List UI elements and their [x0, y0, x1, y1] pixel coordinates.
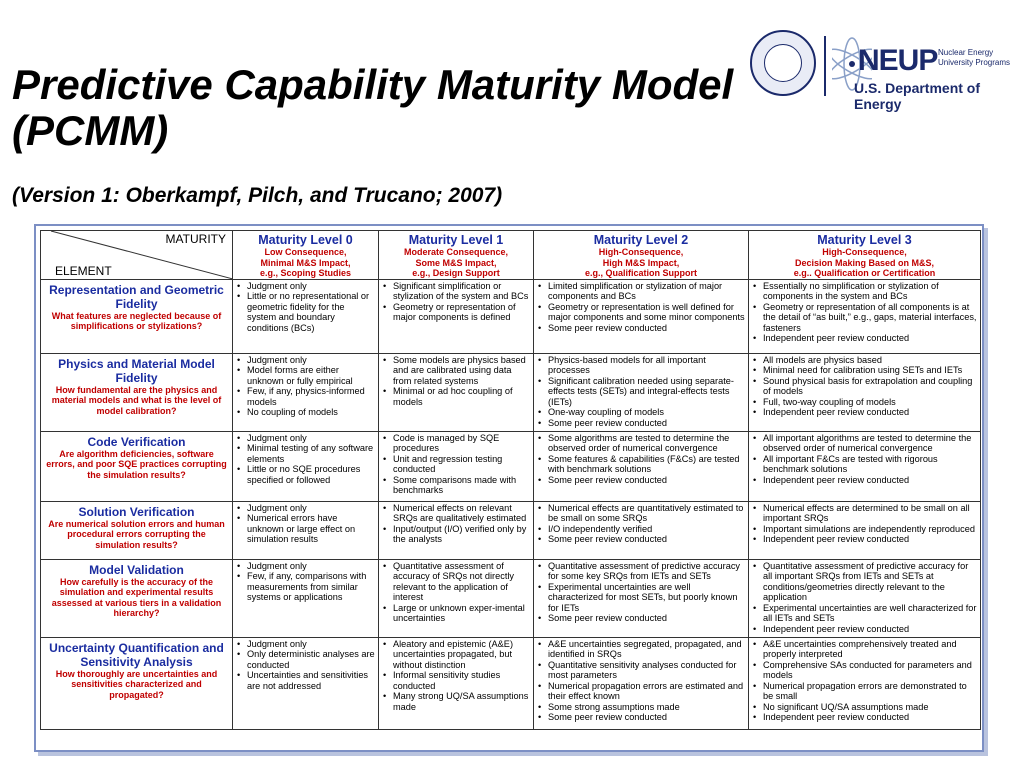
criteria-list	[233, 638, 378, 692]
criteria-item: • Independent peer review conducted	[751, 333, 978, 344]
level-0-criteria-cell	[233, 431, 379, 501]
criteria-item: • Sound physical basis for extrapolation and coupling of models	[751, 376, 978, 397]
level-2-header: Maturity Level 2 High-Consequence, High M&S Impact, e.g., Qualification Support	[534, 231, 749, 280]
level-3-criteria-cell	[749, 559, 981, 637]
level-2-criteria-cell	[534, 353, 749, 431]
level-0-criteria-cell	[233, 559, 379, 637]
table-corner-cell	[41, 231, 233, 280]
neup-subtitle: Nuclear Energy University Programs	[938, 48, 1011, 67]
criteria-list	[749, 280, 980, 344]
criteria-item: • All important algorithms are tested to determine the observed order of numerical convergence	[751, 433, 978, 454]
level-0-criteria-cell	[233, 501, 379, 559]
criteria-list	[749, 638, 980, 723]
corner-element-label: ELEMENT	[55, 264, 112, 278]
level-3-criteria-cell	[749, 353, 981, 431]
level-3-criteria-cell	[749, 279, 981, 353]
criteria-item: • Judgment only	[235, 503, 376, 514]
criteria-item: • Large or unknown exper-imental uncertainties	[381, 603, 531, 624]
element-cell	[41, 279, 233, 353]
level-1-criteria-cell	[379, 637, 534, 729]
level-1-criteria-cell	[379, 353, 534, 431]
criteria-item: • Some algorithms are tested to determine the observed order of numerical convergence	[536, 433, 746, 454]
criteria-item: • Some peer review conducted	[536, 613, 746, 624]
level-3-criteria-cell	[749, 637, 981, 729]
criteria-item: • Numerical propagation errors are demonstrated to be small	[751, 681, 978, 702]
element-cell	[41, 431, 233, 501]
criteria-item: • Judgment only	[235, 433, 376, 444]
level-2-criteria-cell	[534, 501, 749, 559]
element-name: Solution Verification	[78, 504, 195, 519]
page-subtitle: (Version 1: Oberkampf, Pilch, and Trucano; 2007)	[12, 184, 503, 207]
criteria-item: • Judgment only	[235, 639, 376, 650]
criteria-item: • Judgment only	[235, 355, 376, 366]
criteria-list	[379, 280, 533, 323]
criteria-item: • Model forms are either unknown or fully empirical	[235, 365, 376, 386]
criteria-item: • Experimental uncertainties are well characterized for all IETs and SETs	[751, 603, 978, 624]
criteria-list	[534, 432, 748, 486]
element-question: How fundamental are the physics and material models and what is the level of model calibration?	[51, 384, 222, 416]
level-0-criteria-cell	[233, 353, 379, 431]
criteria-item: • Judgment only	[235, 561, 376, 572]
criteria-item: • Numerical propagation errors are estimated and their effect known	[536, 681, 746, 702]
criteria-item: • Geometry or representation of all components is at the detail of “as built,” e.g., gaps, material interfaces, fasteners	[751, 302, 978, 334]
element-name: Representation and Geometric Fidelity	[49, 282, 224, 311]
criteria-item: • Geometry or representation of major components is defined	[381, 302, 531, 323]
criteria-item: • Some peer review conducted	[536, 418, 746, 429]
element-name: Uncertainty Quantification and Sensitivity Analysis	[49, 640, 224, 669]
criteria-item: • Some comparisons made with benchmarks	[381, 475, 531, 496]
criteria-item: • Minimal testing of any software elements	[235, 443, 376, 464]
level-1-criteria-cell	[379, 431, 534, 501]
criteria-item: • Some peer review conducted	[536, 712, 746, 723]
criteria-item: • Input/output (I/O) verified only by the analysts	[381, 524, 531, 545]
level-1-header: Maturity Level 1 Moderate Consequence, Some M&S Impact, e.g., Design Support	[379, 231, 534, 280]
criteria-list	[749, 560, 980, 635]
level-0-criteria-cell	[233, 279, 379, 353]
level-3-criteria-cell	[749, 501, 981, 559]
criteria-list	[233, 354, 378, 418]
element-cell	[41, 353, 233, 431]
criteria-item: • Numerical effects on relevant SRQs are qualitatively estimated	[381, 503, 531, 524]
criteria-item: • A&E uncertainties comprehensively treated and properly interpreted	[751, 639, 978, 660]
doe-logo-text: U.S. Department of Energy	[854, 80, 981, 112]
criteria-item: • Few, if any, comparisons with measurements from similar systems or applications	[235, 571, 376, 603]
element-question: What features are neglected because of simplifications or stylizations?	[51, 310, 222, 331]
element-question: Are numerical solution errors and human procedural errors corrupting the simulation results?	[48, 518, 225, 550]
criteria-item: • Experimental uncertainties are well characterized for most SETs, but poorly known for IETs	[536, 582, 746, 614]
criteria-item: • Independent peer review conducted	[751, 475, 978, 486]
element-cell	[41, 501, 233, 559]
criteria-item: • Geometry or representation is well defined for major components and some minor components	[536, 302, 746, 323]
criteria-list	[749, 354, 980, 418]
criteria-item: • Some peer review conducted	[536, 323, 746, 334]
criteria-list	[233, 432, 378, 486]
element-cell	[41, 637, 233, 729]
criteria-list	[534, 560, 748, 624]
level-2-criteria-cell	[534, 431, 749, 501]
page-title: Predictive Capability Maturity Model (PCMM)	[12, 61, 734, 154]
criteria-item: • Many strong UQ/SA assumptions made	[381, 691, 531, 712]
table-row	[41, 637, 981, 729]
criteria-item: • Independent peer review conducted	[751, 407, 978, 418]
criteria-item: • A&E uncertainties segregated, propagated, and identified in SRQs	[536, 639, 746, 660]
criteria-item: • Some peer review conducted	[536, 534, 746, 545]
criteria-item: • Aleatory and epistemic (A&E) uncertainties propagated, but without distinction	[381, 639, 531, 671]
criteria-item: • Minimal need for calibration using SETs and IETs	[751, 365, 978, 376]
criteria-item: • I/O independently verified	[536, 524, 746, 535]
table-row	[41, 559, 981, 637]
element-cell	[41, 559, 233, 637]
criteria-item: • No coupling of models	[235, 407, 376, 418]
criteria-item: • Judgment only	[235, 281, 376, 292]
criteria-item: • Physics-based models for all important processes	[536, 355, 746, 376]
criteria-list	[379, 432, 533, 496]
criteria-item: • Only deterministic analyses are conducted	[235, 649, 376, 670]
level-0-criteria-cell	[233, 637, 379, 729]
level-1-criteria-cell	[379, 279, 534, 353]
criteria-item: • Important simulations are independently reproduced	[751, 524, 978, 535]
criteria-item: • Some features & capabilities (F&Cs) are tested with benchmark solutions	[536, 454, 746, 475]
pcmm-table-frame	[34, 224, 984, 752]
criteria-item: • Little or no SQE procedures specified or followed	[235, 464, 376, 485]
criteria-item: • Little or no representational or geometric fidelity for the system and boundary conditions (BCs)	[235, 291, 376, 333]
criteria-item: • Quantitative assessment of accuracy of SRQs not directly relevant to the application of interest	[381, 561, 531, 603]
criteria-list	[534, 280, 748, 334]
criteria-item: • Some strong assumptions made	[536, 702, 746, 713]
criteria-item: • Numerical effects are determined to be small on all important SRQs	[751, 503, 978, 524]
criteria-item: • Quantitative sensitivity analyses conducted for most parameters	[536, 660, 746, 681]
criteria-list	[379, 638, 533, 713]
criteria-item: • All important F&Cs are tested with rigorous benchmark solutions	[751, 454, 978, 475]
criteria-list	[534, 638, 748, 723]
criteria-item: • Few, if any, physics-informed models	[235, 386, 376, 407]
neup-logo-text: NEUP	[858, 44, 938, 77]
element-question: Are algorithm deficiencies, software errors, and poor SQE practices corrupting the simulation results?	[46, 448, 227, 480]
criteria-item: • No significant UQ/SA assumptions made	[751, 702, 978, 713]
table-row	[41, 353, 981, 431]
level-1-criteria-cell	[379, 501, 534, 559]
criteria-item: • Minimal or ad hoc coupling of models	[381, 386, 531, 407]
criteria-item: • Unit and regression testing conducted	[381, 454, 531, 475]
criteria-list	[749, 502, 980, 545]
element-name: Physics and Material Model Fidelity	[58, 356, 215, 385]
level-0-header: Maturity Level 0 Low Consequence, Minimal M&S Impact, e.g., Scoping Studies	[233, 231, 379, 280]
criteria-item: • Significant calibration needed using separate-effects tests (SETs) and integral-effects tests (IETs)	[536, 376, 746, 408]
level-3-header: Maturity Level 3 High-Consequence, Decision Making Based on M&S, e.g.. Qualification or Certification	[749, 231, 981, 280]
table-row	[41, 501, 981, 559]
level-2-criteria-cell	[534, 279, 749, 353]
criteria-item: • Informal sensitivity studies conducted	[381, 670, 531, 691]
element-name: Model Validation	[89, 562, 184, 577]
table-header-row	[41, 231, 981, 280]
criteria-item: • Some models are physics based and are calibrated using data from related systems	[381, 355, 531, 387]
criteria-list	[233, 560, 378, 603]
criteria-list	[379, 354, 533, 408]
criteria-list	[233, 280, 378, 334]
criteria-list	[534, 502, 748, 545]
criteria-item: • Numerical errors have unknown or large effect on simulation results	[235, 513, 376, 545]
element-question: How thoroughly are uncertainties and sensitivities characterized and propagated?	[55, 668, 218, 700]
criteria-item: • Uncertainties and sensitivities are not addressed	[235, 670, 376, 691]
criteria-item: • Some peer review conducted	[536, 475, 746, 486]
criteria-item: • Independent peer review conducted	[751, 712, 978, 723]
criteria-item: • Code is managed by SQE procedures	[381, 433, 531, 454]
criteria-item: • Quantitative assessment of predictive accuracy for some key SRQs from IETs and SETs	[536, 561, 746, 582]
element-question: How carefully is the accuracy of the simulation and experimental results assessed at various tiers in a validation hierarchy?	[51, 576, 222, 618]
corner-maturity-label: MATURITY	[165, 232, 226, 246]
criteria-item: • Limited simplification or stylization of major components and BCs	[536, 281, 746, 302]
element-name: Code Verification	[87, 434, 186, 449]
table-row	[41, 431, 981, 501]
criteria-list	[233, 502, 378, 545]
pcmm-table	[40, 230, 981, 730]
criteria-item: • Independent peer review conducted	[751, 624, 978, 635]
criteria-list	[379, 502, 533, 545]
level-3-criteria-cell	[749, 431, 981, 501]
criteria-list	[379, 560, 533, 624]
criteria-item: • All models are physics based	[751, 355, 978, 366]
table-row	[41, 279, 981, 353]
level-2-criteria-cell	[534, 559, 749, 637]
level-1-criteria-cell	[379, 559, 534, 637]
level-2-criteria-cell	[534, 637, 749, 729]
criteria-list	[534, 354, 748, 429]
criteria-item: • Essentially no simplification or stylization of components in the system and BCs	[751, 281, 978, 302]
criteria-list	[749, 432, 980, 486]
criteria-item: • Comprehensive SAs conducted for parameters and models	[751, 660, 978, 681]
criteria-item: • Numerical effects are quantitatively estimated to be small on some SRQs	[536, 503, 746, 524]
table-body	[41, 279, 981, 729]
criteria-item: • Quantitative assessment of predictive accuracy for all important SRQs from IETs and SETs at conditions/geometries directly relevant to the application	[751, 561, 978, 603]
criteria-item: • Full, two-way coupling of models	[751, 397, 978, 408]
criteria-item: • Significant simplification or stylization of the system and BCs	[381, 281, 531, 302]
criteria-item: • One-way coupling of models	[536, 407, 746, 418]
criteria-item: • Independent peer review conducted	[751, 534, 978, 545]
